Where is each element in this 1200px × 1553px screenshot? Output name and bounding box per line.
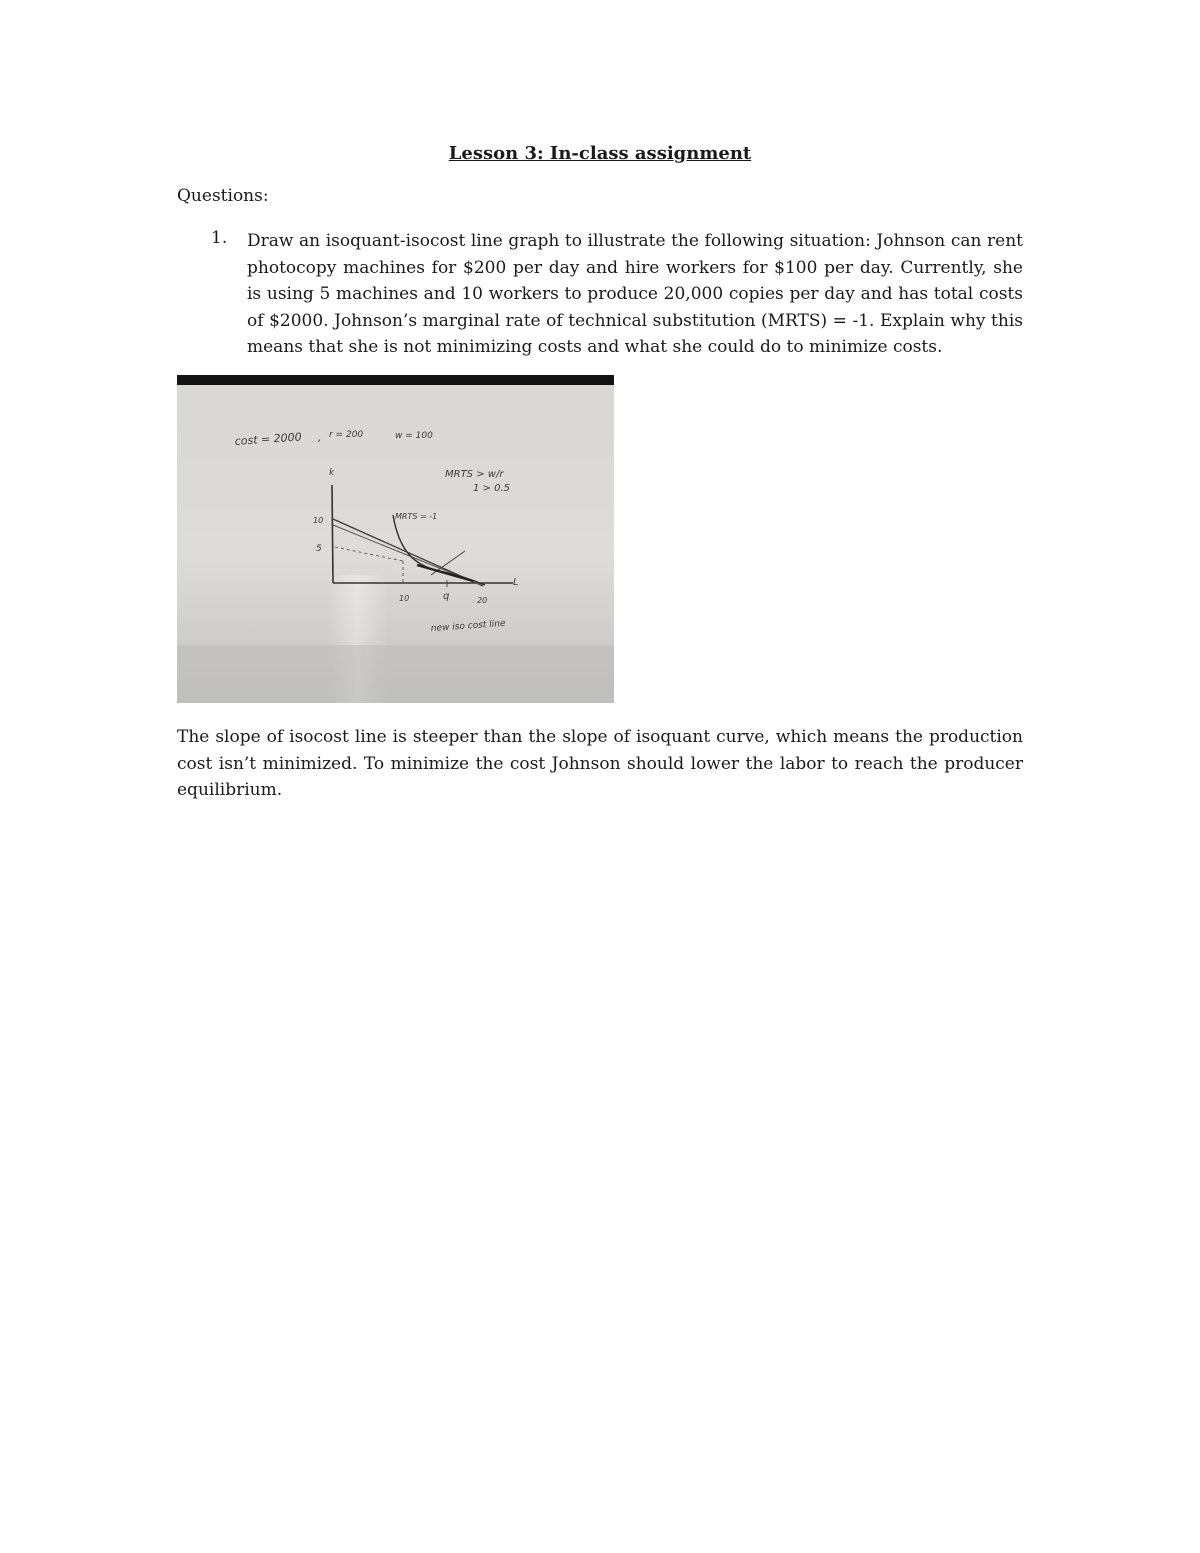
hand-y-5: 5: [316, 544, 322, 554]
document-title: Lesson 3: In-class assignment: [448, 143, 752, 164]
graph-photo-svg: [177, 375, 614, 703]
photo-top-edge: [177, 375, 614, 385]
questions-label: Questions:: [177, 186, 269, 206]
hand-w: w = 100: [395, 431, 433, 441]
hand-l-axis: L: [513, 577, 519, 588]
hand-x-10: 10: [399, 594, 410, 603]
photo-bottom-shade: [177, 645, 614, 703]
hand-k-axis: k: [329, 468, 335, 478]
hand-mrts-top-1: MRTS > w/r: [445, 469, 504, 480]
hand-x-20: 20: [477, 596, 488, 605]
y-axis: [332, 485, 333, 583]
hand-mrts-top-2: 1 > 0.5: [473, 483, 511, 494]
answer-paragraph: The slope of isocost line is steeper than the slope of isoquant curve, which means the production cost isn’t minimized. To minimize the cost Johnson should lower the labor to reach the producer equilibrium.: [177, 727, 1023, 801]
hand-comma: ,: [318, 431, 322, 444]
question-number: 1.: [211, 228, 228, 248]
hand-y-10: 10: [313, 516, 324, 525]
hand-r: r = 200: [329, 430, 364, 440]
question-text: Draw an isoquant-isocost line graph to illustrate the following situation: Johnson can rent photocopy machines for $200 per day and hire workers for $100 per day. Currently, she is using 5 machines and 10 workers to produce 20,000 copies per day and has total costs of $2000. Johnson’s marginal rate of technical substitution (MRTS) = -1. Explain why this means that she is not minimizing costs and what she could do to minimize costs.: [247, 231, 1023, 358]
hand-cost: cost = 2000: [234, 430, 303, 448]
hand-x-q: q: [443, 591, 450, 602]
hand-new-isocost: new iso cost line: [430, 618, 506, 634]
handwritten-graph-photo: [177, 375, 614, 703]
hand-mrts-curve: MRTS = -1: [395, 512, 438, 521]
